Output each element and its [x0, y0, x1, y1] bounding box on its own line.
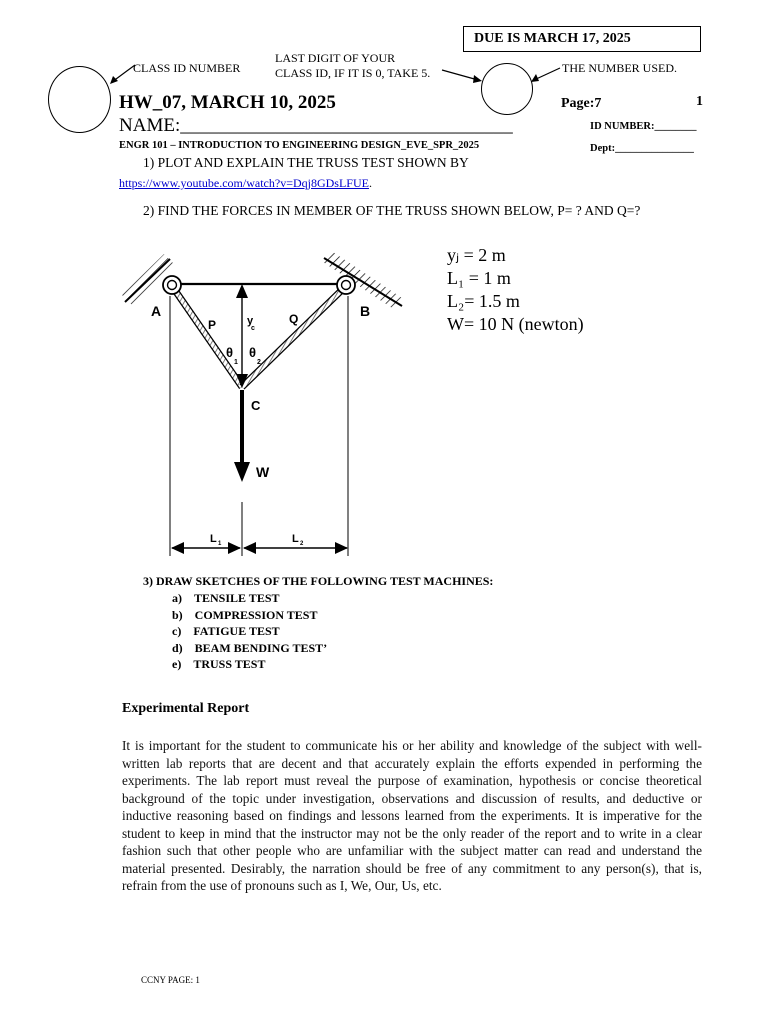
last-digit-line2: CLASS ID, IF IT IS 0, TAKE 5.: [275, 66, 431, 80]
dept-field: Dept:_______________: [590, 143, 694, 154]
l1-dimension: [171, 542, 241, 554]
label-theta1-sub: 1: [234, 359, 238, 366]
label-a: A: [151, 303, 162, 319]
number-used-arrow: [528, 64, 562, 86]
support-right: [323, 252, 405, 310]
label-yc-sub: c: [251, 325, 255, 332]
given-l1: L₁ = 1 m: [447, 268, 511, 288]
label-theta2: θ: [249, 345, 257, 360]
question-3-title: 3) DRAW SKETCHES OF THE FOLLOWING TEST MACHINES:: [143, 574, 494, 588]
question-1-link-line: https://www.youtube.com/watch?v=Dqj8GDsLFUE.: [119, 176, 372, 190]
due-date-box: DUE IS MARCH 17, 2025: [463, 26, 701, 52]
list-item: c) FATIGUE TEST: [172, 624, 280, 638]
list-item: e) TRUSS TEST: [172, 657, 266, 671]
list-item: b) COMPRESSION TEST: [172, 607, 318, 622]
class-id-circle: [48, 66, 111, 133]
youtube-link[interactable]: https://www.youtube.com/watch?v=Dqj8GDsLFUE: [119, 176, 369, 190]
page-number: 1: [696, 94, 703, 109]
label-q: Q: [289, 312, 299, 326]
label-l1: L: [210, 533, 217, 545]
question-1: 1) PLOT AND EXPLAIN THE TRUSS TEST SHOWN BY: [143, 155, 469, 170]
report-body: It is important for the student to communicate his or her ability and knowledge of the subject with well-written lab reports that are decent and that accurately explain the efforts expended in performing the experiments. The lab report must reveal the purpose of examination, hypothesis or concise theoretical background of the topic under investigation, observations and discussion of results, and deductive or inductive reasoning based on findings and lessons learned from the experiments. It is imperative for the student to keep in mind that the instructor may not be the only reader of the report and to write in a clear fashion such that other people who are unfamiliar with the subject matter can read and understand the material presented. Desirably, the narration should be free of any commitment to any person(s), that is, refrain from the use of pronouns such as I, We, Our, Us, etc.: [122, 738, 702, 893]
label-p: P: [208, 318, 217, 332]
label-b: B: [360, 303, 371, 319]
question-3-list: [172, 590, 327, 673]
class-id-label: CLASS ID NUMBER: [133, 61, 241, 75]
hw-title: HW_07, MARCH 10, 2025: [119, 92, 336, 113]
label-l2: L: [292, 533, 299, 545]
given-w: W= 10 N (newton): [447, 314, 584, 334]
list-item: a) TENSILE TEST: [172, 591, 280, 605]
last-digit-arrow: [440, 66, 484, 86]
given-yc: yⱼ = 2 m: [447, 245, 506, 265]
label-l2-sub: 2: [300, 541, 304, 547]
id-number-field: ID NUMBER:________: [590, 121, 697, 132]
number-used-label: THE NUMBER USED.: [562, 61, 678, 75]
label-theta1: θ: [226, 345, 234, 360]
page-footer: CCNY PAGE: 1: [141, 975, 200, 985]
report-heading: Experimental Report: [122, 701, 250, 716]
course-title: ENGR 101 – INTRODUCTION TO ENGINEERING DESIGN_EVE_SPR_2025: [119, 140, 480, 151]
given-l2: L₂= 1.5 m: [447, 291, 520, 311]
label-theta2-sub: 2: [257, 359, 261, 366]
label-l1-sub: 1: [218, 541, 222, 547]
label-yc: y: [247, 315, 254, 327]
last-digit-line1: LAST DIGIT OF YOUR: [275, 51, 396, 65]
label-w: W: [256, 464, 270, 480]
name-field: NAME:___________________________________: [119, 115, 513, 136]
page-label: Page:7: [561, 96, 602, 111]
given-values: [447, 244, 584, 336]
label-c: C: [251, 398, 261, 413]
truss-diagram: [118, 240, 418, 570]
number-used-circle: [481, 63, 533, 115]
question-2: 2) FIND THE FORCES IN MEMBER OF THE TRUSS SHOWN BELOW, P= ? AND Q=?: [143, 203, 641, 218]
list-item: d) BEAM BENDING TEST’: [172, 640, 328, 655]
